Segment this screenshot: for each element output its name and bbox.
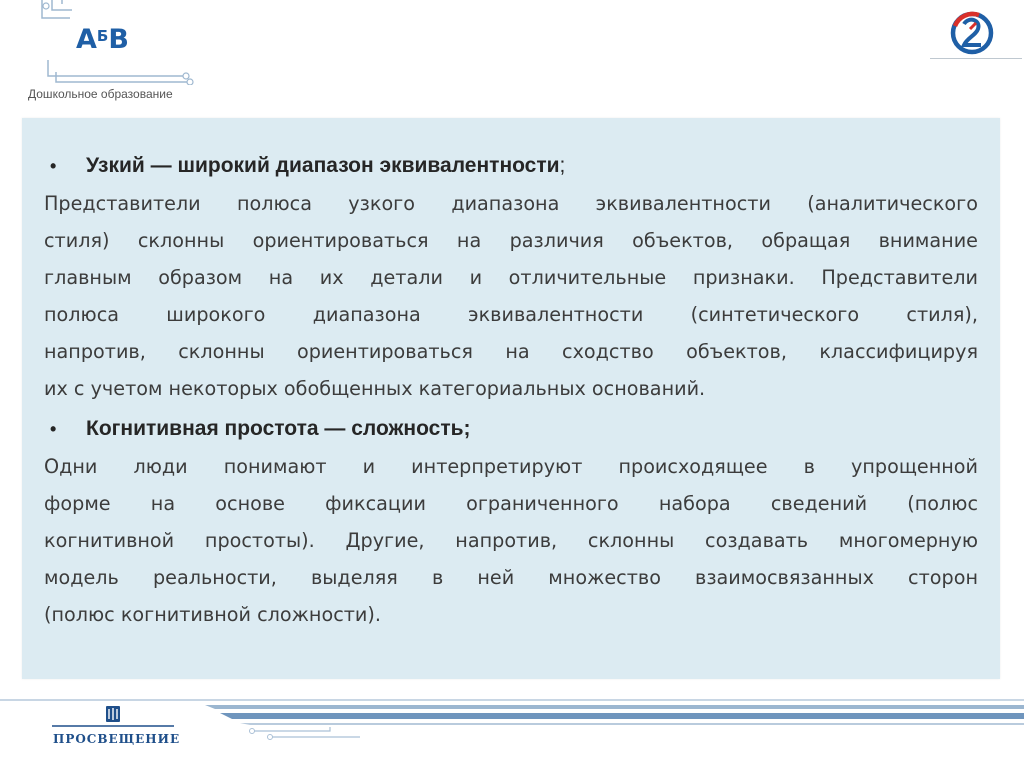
publisher-name: ПРОСВЕЩЕНИЕ <box>53 732 181 746</box>
paragraph-2-line: форме на основе фиксации ограниченного набора сведений (полюс <box>44 492 978 516</box>
header-divider <box>930 58 1022 59</box>
paragraph-1-line: стиля) склонны ориентироваться на различия объектов, обращая внимание <box>44 228 978 252</box>
bullet-marker: • <box>50 156 57 176</box>
paragraph-2-line: модель реальности, выделяя в ней множество взаимосвязанных сторон <box>44 566 978 590</box>
brand-logo-letter-b: Б <box>96 27 109 45</box>
bullet-marker: • <box>50 419 57 440</box>
content-body <box>44 146 978 634</box>
paragraph-1-line: Представители полюса узкого диапазона эквивалентности (аналитического <box>44 192 978 215</box>
brand-logo-letter-v: В <box>108 24 129 55</box>
paragraph-1-line: их с учетом некоторых обобщенных категориальных оснований. <box>44 376 706 400</box>
paragraph-2-line: Одни люди понимают и интерпретируют происходящее в упрощенной <box>44 455 978 479</box>
paragraph-1-line: напротив, склонны ориентироваться на сходство объектов, классифицируя <box>44 339 978 363</box>
circular-emblem-icon <box>949 10 995 56</box>
paragraph-1-line: полюса широкого диапазона эквивалентности (синтетического стиля), <box>44 302 978 326</box>
brand-logo-letter-a: А <box>76 24 97 55</box>
paragraph-1 <box>44 186 978 407</box>
bullet-item-2 <box>44 409 978 449</box>
paragraph-2-line: (полюс когнитивной сложности). <box>44 603 381 627</box>
paragraph-1-line: главным образом на их детали и отличительные признаки. Представители <box>44 265 978 289</box>
paragraph-2 <box>44 449 978 634</box>
bullet-heading-1 <box>86 146 565 186</box>
paragraph-2-line: когнитивной простоты). Другие, напротив, склонны создавать многомерную <box>44 529 978 553</box>
brand-logo <box>76 24 129 55</box>
brand-subtitle: Дошкольное образование <box>28 87 173 101</box>
bullet-heading-2: Когнитивная простота — сложность; <box>86 417 471 441</box>
bullet-heading-1-tail: ; <box>559 154 566 177</box>
bullet-item-1 <box>44 146 978 186</box>
publisher-logo-icon <box>52 704 174 730</box>
bullet-heading-1-text: Узкий — широкий диапазон эквивалентности <box>86 154 560 177</box>
